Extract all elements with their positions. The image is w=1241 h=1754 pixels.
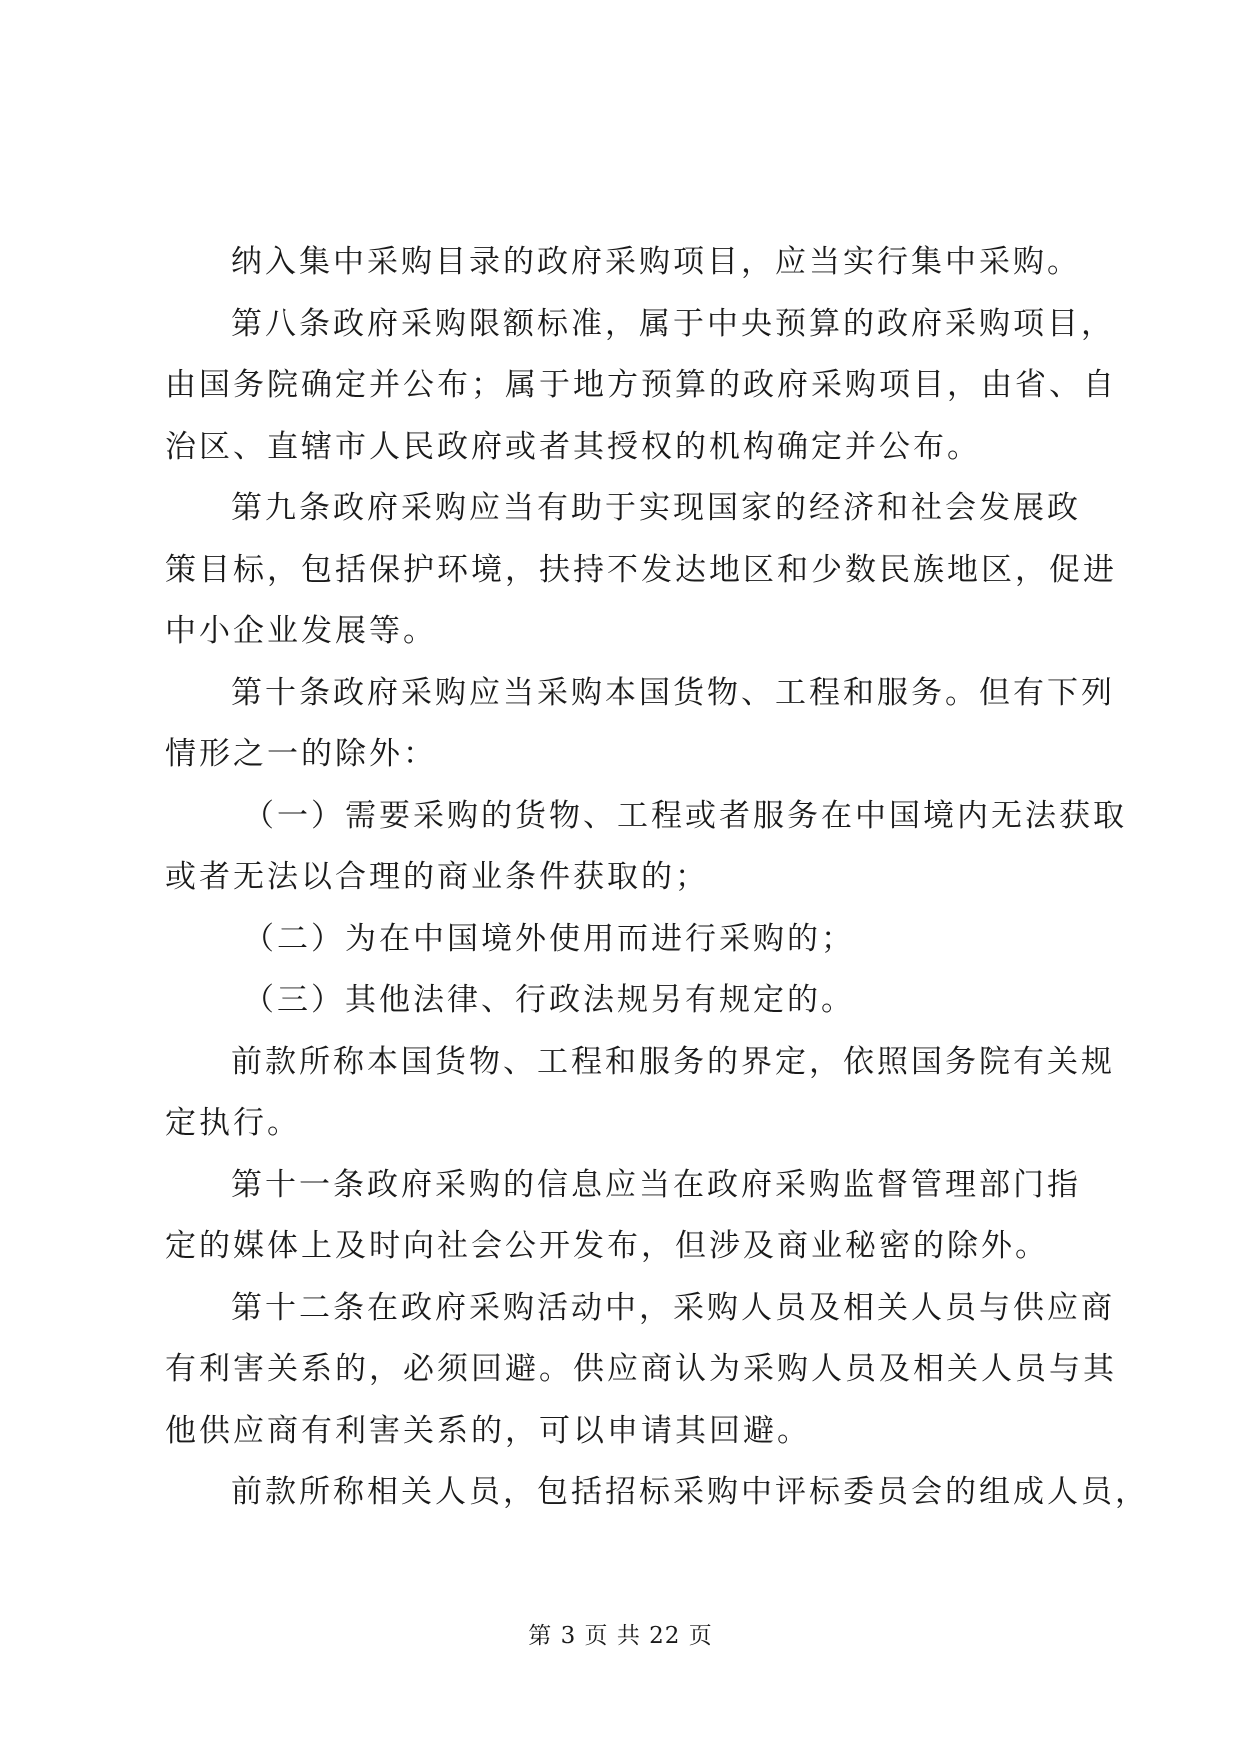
text-line: 第十二条在政府采购活动中，采购人员及相关人员与供应商 [231,1289,1115,1326]
text-line: 第十一条政府采购的信息应当在政府采购监督管理部门指 [231,1166,1081,1203]
text-line: 治区、直辖市人民政府或者其授权的机构确定并公布。 [165,428,981,465]
text-line: 第八条政府采购限额标准，属于中央预算的政府采购项目， [231,305,1115,342]
page-number-footer: 第 3 页 共 22 页 [528,1623,713,1649]
text-line: 他供应商有利害关系的，可以申请其回避。 [165,1412,811,1449]
text-line: 由国务院确定并公布；属于地方预算的政府采购项目，由省、自 [165,367,1117,403]
text-line: 情形之一的除外： [165,736,437,772]
text-line: 定的媒体上及时向社会公开发布，但涉及商业秘密的除外。 [165,1228,1049,1264]
text-line: （一）需要采购的货物、工程或者服务在中国境内无法获取 [243,797,1127,834]
text-line: （二）为在中国境外使用而进行采购的； [243,920,855,957]
text-line: （三）其他法律、行政法规另有规定的。 [243,982,855,1018]
document-body [165,232,1149,1524]
text-line: 定执行。 [165,1105,301,1141]
text-line: 纳入集中采购目录的政府采购项目，应当实行集中采购。 [231,244,1081,280]
text-line: 前款所称本国货物、工程和服务的界定，依照国务院有关规 [231,1043,1115,1080]
text-line: 有利害关系的，必须回避。供应商认为采购人员及相关人员与其 [165,1351,1117,1387]
text-line: 前款所称相关人员，包括招标采购中评标委员会的组成人员， [231,1474,1149,1510]
text-line: 或者无法以合理的商业条件获取的； [165,859,709,895]
text-line: 第十条政府采购应当采购本国货物、工程和服务。但有下列 [231,674,1115,711]
text-line: 中小企业发展等。 [165,613,437,649]
text-line: 策目标，包括保护环境，扶持不发达地区和少数民族地区，促进 [165,551,1117,588]
text-line: 第九条政府采购应当有助于实现国家的经济和社会发展政 [231,490,1081,526]
